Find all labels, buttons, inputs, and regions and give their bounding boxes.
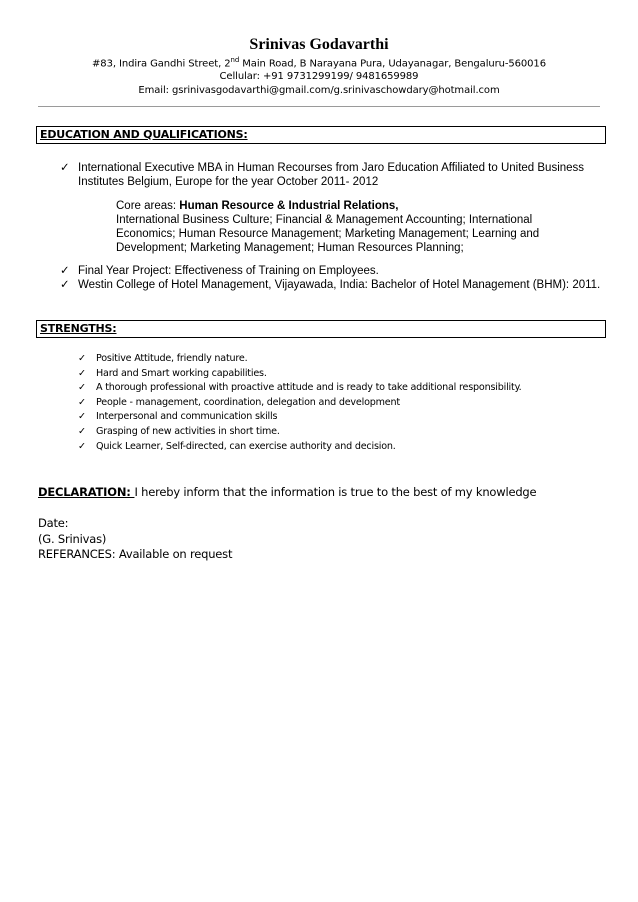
address-part-1: #83, Indira Gandhi Street, 2 xyxy=(92,58,231,70)
checkmark-icon: ✓ xyxy=(78,382,86,394)
strength-item xyxy=(78,396,598,411)
core-areas-list: International Business Culture; Financial & Management Accounting; International Economics; Human Resource Management; Marketing Management; Learning and Development; Marketing Management; Human Resources Planning; xyxy=(116,214,540,254)
strength-text: Hard and Smart working capabilities. xyxy=(96,367,267,379)
checkmark-icon: ✓ xyxy=(60,279,70,291)
cellular-line: Cellular: +91 9731299199/ 9481659989 xyxy=(219,71,419,82)
strength-item xyxy=(78,425,598,440)
strength-item xyxy=(78,381,598,396)
core-areas xyxy=(116,199,586,255)
strengths-list xyxy=(78,352,598,454)
signature-line: (G. Srinivas) xyxy=(38,532,107,546)
declaration xyxy=(38,485,536,499)
strength-text: Quick Learner, Self-directed, can exercise authority and decision. xyxy=(96,440,396,452)
core-areas-highlight: Human Resource & Industrial Relations, xyxy=(179,200,399,212)
address-line xyxy=(0,56,638,69)
declaration-text: I hereby inform that the information is true to the best of my knowledge xyxy=(134,485,537,499)
checkmark-icon: ✓ xyxy=(78,425,86,437)
checkmark-icon: ✓ xyxy=(78,367,86,379)
declaration-label: DECLARATION: xyxy=(38,485,135,499)
email-line: Email: gsrinivasgodavarthi@gmail.com/g.srinivaschowdary@hotmail.com xyxy=(138,85,500,96)
strength-item xyxy=(78,410,598,425)
strength-text: Interpersonal and communication skills xyxy=(96,411,278,423)
education-item-text: Final Year Project: Effectiveness of Training on Employees. xyxy=(78,265,379,277)
date-line: Date: xyxy=(38,516,69,530)
strength-item xyxy=(78,440,598,455)
checkmark-icon: ✓ xyxy=(78,411,86,423)
strength-text: Positive Attitude, friendly nature. xyxy=(96,353,248,364)
strength-text: A thorough professional with proactive attitude and is ready to take additional responsibility. xyxy=(96,382,522,394)
strength-text: Grasping of new activities in short time. xyxy=(96,425,280,437)
education-item-text: International Executive MBA in Human Recourses from Jaro Education Affiliated to United Business Institutes Belgium, Europe for the year October 2011- 2012 xyxy=(78,162,585,188)
address-superscript: nd xyxy=(230,56,240,64)
candidate-name: Srinivas Godavarthi xyxy=(249,36,389,53)
education-section-title: EDUCATION AND QUALIFICATIONS: xyxy=(40,128,248,141)
strengths-section-header xyxy=(36,320,606,338)
checkmark-icon: ✓ xyxy=(78,440,86,452)
checkmark-icon: ✓ xyxy=(78,396,86,408)
education-section-header xyxy=(36,126,606,144)
strength-item xyxy=(78,367,598,382)
header-divider xyxy=(38,106,600,107)
checkmark-icon: ✓ xyxy=(60,265,70,277)
checkmark-icon: ✓ xyxy=(60,162,70,174)
checkmark-icon: ✓ xyxy=(78,353,86,364)
address-part-2: Main Road, B Narayana Pura, Udayanagar, Bengaluru-560016 xyxy=(239,58,546,70)
references-line: REFERANCES: Available on request xyxy=(38,547,233,561)
strength-item xyxy=(78,352,598,367)
strengths-section-title: STRENGTHS: xyxy=(40,322,117,335)
strength-text: People - management, coordination, delegation and development xyxy=(96,396,400,408)
core-areas-label: Core areas: xyxy=(116,200,180,212)
education-item-text: Westin College of Hotel Management, Vijayawada, India: Bachelor of Hotel Management (BHM): 2011. xyxy=(78,279,601,291)
